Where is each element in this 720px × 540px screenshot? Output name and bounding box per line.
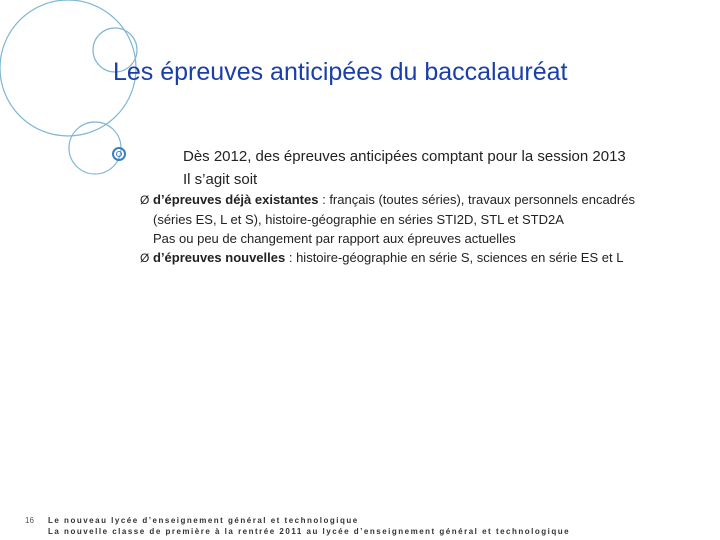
page-number: 16 bbox=[25, 516, 34, 525]
sub-list bbox=[140, 190, 635, 268]
item1-bold: d’épreuves déjà existantes bbox=[153, 192, 319, 207]
footer-line-1: Le nouveau lycée d’enseignement général et technologique bbox=[48, 516, 359, 525]
item2-rest: : histoire-géographie en série S, sciences en série ES et L bbox=[285, 250, 624, 265]
footer bbox=[48, 515, 570, 537]
item2-bold: d’épreuves nouvelles bbox=[153, 250, 286, 265]
target-bullet-icon bbox=[112, 147, 126, 161]
arrow-bullet-icon: Ø bbox=[140, 251, 150, 265]
intro-line-2: Il s’agit soit bbox=[183, 171, 258, 188]
list-item-2 bbox=[140, 248, 635, 268]
intro-text bbox=[183, 145, 626, 191]
list-item-1 bbox=[140, 190, 635, 210]
list-item-1-line-3: Pas ou peu de changement par rapport aux épreuves actuelles bbox=[153, 231, 516, 246]
slide-title: Les épreuves anticipées du baccalauréat bbox=[113, 58, 568, 86]
intro-line-1: Dès 2012, des épreuves anticipées comptant pour la session 2013 bbox=[183, 148, 626, 165]
item1-rest: : français (toutes séries), travaux personnels encadrés bbox=[318, 192, 635, 207]
list-item-1-line-2: (séries ES, L et S), histoire-géographie en séries STI2D, STL et STD2A bbox=[153, 212, 564, 227]
arrow-bullet-icon: Ø bbox=[140, 193, 150, 207]
footer-line-2: La nouvelle classe de première à la rentrée 2011 au lycée d’enseignement général et technologique bbox=[48, 527, 571, 536]
